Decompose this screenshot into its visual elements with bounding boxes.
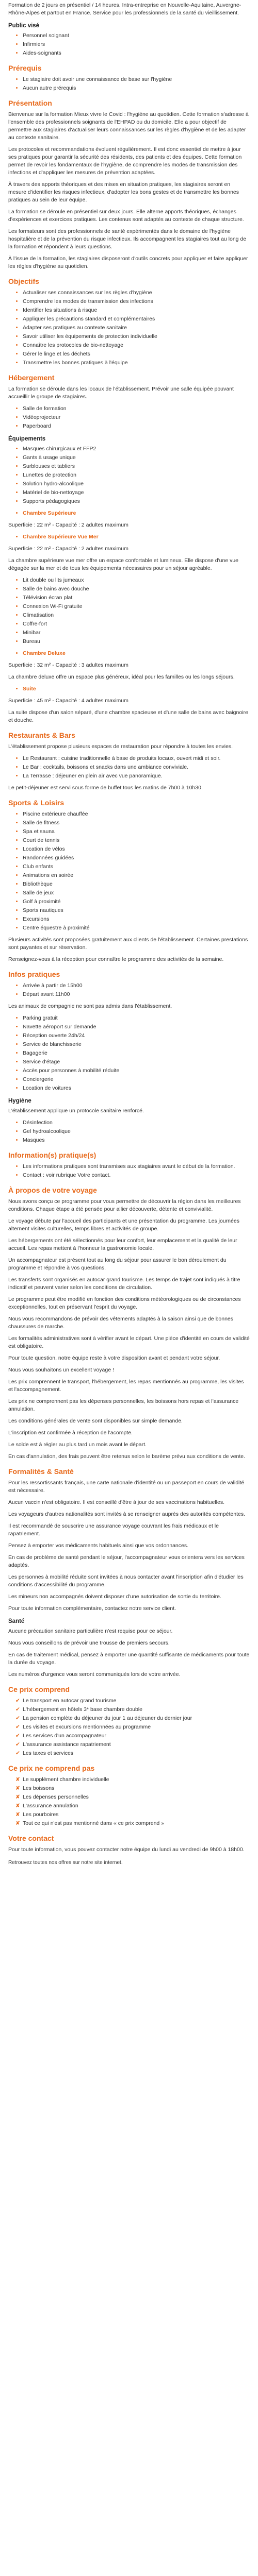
list-item: • Identifier les situations à risque: [23, 307, 250, 314]
presentation-paragraph: À l'issue de la formation, les stagiaires disposeront d'outils concrets pour appliquer et faire appliquer les règles d'hygiène au quotidien.: [8, 256, 248, 269]
list-item: • Supports pédagogiques: [23, 498, 250, 505]
check-icon: ✔: [15, 1724, 20, 1730]
sports-paragraph: Renseignez-vous à la réception pour connaître le programme des activités de la semaine.: [8, 956, 224, 962]
apropos-title: À propos de votre voyage: [8, 1186, 97, 1194]
list-item: • Bureau: [23, 638, 250, 646]
list-item-text: Tout ce qui n'est pas mentionné dans « ce prix comprend »: [23, 1820, 164, 1826]
room-title: • Chambre Supérieure: [23, 510, 250, 517]
list-item: • Salle de jeux: [23, 889, 250, 897]
list-item: • Paperboard: [23, 422, 250, 430]
room-details: Superficie : 22 m² - Capacité : 2 adultes maximum: [8, 522, 128, 528]
formalites-paragraph: Aucun vaccin n'est obligatoire. Il est conseillé d'être à jour de ses vaccinations habituelles.: [8, 1499, 224, 1505]
check-icon: ✔: [15, 1715, 20, 1721]
apropos-paragraph: Les hébergements ont été sélectionnés pour leur confort, leur emplacement et la qualité de leur accueil. Les repas mettent à l'honneur la gastronomie locale.: [8, 1238, 237, 1251]
apropos-paragraph: En cas d'annulation, des frais peuvent être retenus selon le barème prévu aux conditions de vente.: [8, 1453, 246, 1460]
sports-title: Sports & Loisirs: [8, 799, 64, 807]
list-item: • Bibliothèque: [23, 880, 250, 888]
formalites-paragraph: Les mineurs non accompagnés doivent disposer d'une autorisation de sortie du territoire.: [8, 1594, 221, 1600]
list-item: • Gants à usage unique: [23, 454, 250, 462]
list-item: • Appliquer les précautions standard et complémentaires: [23, 315, 250, 323]
pratique-services-list: [8, 1014, 250, 1092]
hebergement-title: Hébergement: [8, 374, 55, 382]
list-item: • Bagagerie: [23, 1049, 250, 1057]
list-item: • Sports nautiques: [23, 907, 250, 914]
restaurants-paragraph: Le petit-déjeuner est servi sous forme de buffet tous les matins de 7h00 à 10h30.: [8, 785, 203, 791]
list-item: • Parking gratuit: [23, 1014, 250, 1022]
list-item: • Adapter ses pratiques au contexte sanitaire: [23, 324, 250, 332]
chambre-list-3: [8, 650, 250, 657]
list-item: • Centre équestre à proximité: [23, 924, 250, 932]
list-item: • Savoir utiliser les équipements de protection individuelle: [23, 333, 250, 341]
apropos-paragraph: Les transferts sont organisés en autocar grand tourisme. Les temps de trajet sont indiqués à titre indicatif et peuvent varier selon les conditions de circulation.: [8, 1277, 240, 1291]
list-item: • Randonnées guidées: [23, 854, 250, 862]
list-item: [15, 1715, 250, 1722]
sante-title: Santé: [8, 1618, 25, 1624]
sante-paragraph: En cas de traitement médical, pensez à emporter une quantité suffisante de médicaments pour toute la durée du voyage.: [8, 1652, 250, 1666]
list-item: • Contact : voir rubrique Votre contact.: [23, 1172, 250, 1179]
pratique-list: [8, 982, 250, 998]
hygiene-list: [8, 1119, 250, 1144]
check-icon: ✔: [15, 1741, 20, 1748]
objectifs-title: Objectifs: [8, 277, 39, 285]
list-item: • Minibar: [23, 629, 250, 637]
apropos-paragraph: Le programme peut être modifié en fonction des conditions météorologiques ou de circonstances exceptionnelles, tout en préservant l'esprit du voyage.: [8, 1296, 241, 1310]
list-item: • Matériel de bio-nettoyage: [23, 489, 250, 497]
room-details: Superficie : 32 m² - Capacité : 3 adultes maximum: [8, 662, 128, 668]
list-item: • Service d'étage: [23, 1058, 250, 1066]
sante-paragraph: Nous vous conseillons de prévoir une trousse de premiers secours.: [8, 1640, 170, 1646]
apropos-paragraph: Les prix comprennent le transport, l'hébergement, les repas mentionnés au programme, les visites et l'accompagnement.: [8, 1379, 244, 1393]
sports-paragraph: Plusieurs activités sont proposées gratuitement aux clients de l'établissement. Certaines prestations sont payantes et sur réservation.: [8, 937, 248, 951]
room-title: • Chambre Deluxe: [23, 650, 250, 657]
list-item: • Personnel soignant: [23, 32, 250, 40]
list-item: [15, 1706, 250, 1714]
apropos-paragraph: Un accompagnateur est présent tout au long du séjour pour assurer le bon déroulement du programme et répondre à vos questions.: [8, 1257, 227, 1271]
list-item: • Désinfection: [23, 1119, 250, 1127]
formalites-paragraph: Pour toute information complémentaire, contactez notre service client.: [8, 1605, 176, 1612]
list-item: • Masques chirurgicaux et FFP2: [23, 445, 250, 453]
list-item: • Salle de fitness: [23, 819, 250, 827]
list-item: • Le stagiaire doit avoir une connaissance de base sur l'hygiène: [23, 76, 250, 83]
list-item: [15, 1741, 250, 1749]
list-item: • Départ avant 11h00: [23, 991, 250, 998]
list-item: • Transmettre les bonnes pratiques à l'équipe: [23, 359, 250, 367]
list-item: [15, 1732, 250, 1740]
apropos-paragraph: Nous vous souhaitons un excellent voyage !: [8, 1367, 114, 1373]
apropos-paragraph: L'inscription est confirmée à réception de l'acompte.: [8, 1430, 133, 1436]
list-item: • Actualiser ses connaissances sur les règles d'hygiène: [23, 289, 250, 297]
list-item: • Navette aéroport sur demande: [23, 1023, 250, 1031]
hebergement-list: [8, 405, 250, 430]
list-item-text: Les boissons: [23, 1785, 55, 1791]
cross-icon: ✘: [15, 1785, 20, 1791]
list-item: • Connexion Wi-Fi gratuite: [23, 603, 250, 611]
list-item: • Accès pour personnes à mobilité réduite: [23, 1067, 250, 1075]
list-item: • Lunettes de protection: [23, 471, 250, 479]
check-icon: ✔: [15, 1750, 20, 1756]
equipements-title: Équipements: [8, 436, 46, 442]
formalites-paragraph: Pour les ressortissants français, une carte nationale d'identité ou un passeport en cours de validité est nécessaire.: [8, 1480, 245, 1494]
contact-paragraph: Pour toute information, vous pouvez contacter notre équipe du lundi au vendredi de 9h00 à 18h00.: [8, 1846, 245, 1853]
list-item: • Gel hydroalcoolique: [23, 1128, 250, 1136]
list-item: [15, 1776, 250, 1784]
pratique-paragraph: Les animaux de compagnie ne sont pas admis dans l'établissement.: [8, 1003, 172, 1009]
list-item-text: La pension complète du déjeuner du jour 1 au déjeuner du dernier jour: [23, 1715, 192, 1721]
list-item: • Excursions: [23, 916, 250, 923]
list-item-text: Les services d'un accompagnateur: [23, 1733, 106, 1739]
list-item: • Le Bar : cocktails, boissons et snacks dans une ambiance conviviale.: [23, 764, 250, 771]
list-item: [15, 1802, 250, 1810]
list-item: • Les informations pratiques sont transmises aux stagiaires avant le début de la formation.: [23, 1163, 250, 1171]
formalites-paragraph: En cas de problème de santé pendant le séjour, l'accompagnateur vous orientera vers les services adaptés.: [8, 1554, 245, 1568]
pratique-title: Infos pratiques: [8, 970, 60, 978]
list-item: • Court de tennis: [23, 837, 250, 844]
list-item: [15, 1820, 250, 1827]
room-details: Superficie : 45 m² - Capacité : 4 adultes maximum: [8, 698, 128, 704]
formalites-paragraph: Les voyageurs d'autres nationalités sont invités à se renseigner auprès des autorités compétentes.: [8, 1511, 246, 1517]
prerequis-list: [8, 76, 250, 92]
cross-icon: ✘: [15, 1776, 20, 1783]
information-list: [8, 1163, 250, 1179]
list-item: • Le Restaurant : cuisine traditionnelle à base de produits locaux, ouvert midi et soir.: [23, 755, 250, 762]
list-item: • Solution hydro-alcoolique: [23, 480, 250, 488]
presentation-title: Présentation: [8, 99, 52, 107]
list-item: • Spa et sauna: [23, 828, 250, 836]
necomprend-title: Ce prix ne comprend pas: [8, 1764, 95, 1772]
prerequis-title: Prérequis: [8, 64, 42, 72]
public-list: [8, 32, 250, 57]
formalites-paragraph: Pensez à emporter vos médicaments habituels ainsi que vos ordonnances.: [8, 1543, 189, 1549]
apropos-paragraph: Les conditions générales de vente sont disponibles sur simple demande.: [8, 1418, 183, 1424]
list-item: [15, 1750, 250, 1757]
check-icon: ✔: [15, 1706, 20, 1713]
list-item: • Télévision écran plat: [23, 594, 250, 602]
list-item: • Climatisation: [23, 612, 250, 619]
information-title: Information(s) pratique(s): [8, 1151, 96, 1159]
sports-list: [8, 810, 250, 932]
cross-icon: ✘: [15, 1794, 20, 1800]
presentation-paragraph: Bienvenue sur la formation Mieux vivre le Covid : l'hygiène au quotidien. Cette formation s'adresse à l'ensemble des professionnels soignants de l'EHPAD ou du domicile. Elle a pour objectif de permettre aux stagiaires d'actualiser leurs connaissances sur les règles d'hygiène et de les adapter au contexte sanitaire.: [8, 111, 249, 141]
contact-title: Votre contact: [8, 1834, 54, 1842]
cross-icon: ✘: [15, 1811, 20, 1818]
list-item: [15, 1811, 250, 1819]
list-item: • Piscine extérieure chauffée: [23, 810, 250, 818]
list-item-text: L'hébergement en hôtels 3* base chambre double: [23, 1706, 142, 1713]
comprend-title: Ce prix comprend: [8, 1685, 70, 1693]
objectifs-list: [8, 289, 250, 367]
equipements-list: [8, 445, 250, 505]
public-title: Public visé: [8, 23, 40, 29]
list-item-text: L'assurance assistance rapatriement: [23, 1741, 111, 1748]
list-item: • Infirmiers: [23, 41, 250, 48]
room-title: • Suite: [23, 685, 250, 693]
list-item: • Golf à proximité: [23, 898, 250, 906]
list-item: • Aucun autre prérequis: [23, 84, 250, 92]
list-item: • Conciergerie: [23, 1076, 250, 1083]
list-item: • Surblouses et tabliers: [23, 463, 250, 470]
formalites-paragraph: Il est recommandé de souscrire une assurance voyage couvrant les frais médicaux et le rapatriement.: [8, 1523, 219, 1537]
list-item-text: Le supplément chambre individuelle: [23, 1776, 109, 1783]
chambre-list-1: [8, 510, 250, 517]
list-item: • Connaître les protocoles de bio-nettoyage: [23, 342, 250, 349]
list-item-text: Les pourboires: [23, 1811, 59, 1818]
list-item: [15, 1697, 250, 1705]
restaurants-list: [8, 755, 250, 780]
list-item: • Gérer le linge et les déchets: [23, 350, 250, 358]
apropos-paragraph: Le solde est à régler au plus tard un mois avant le départ.: [8, 1442, 147, 1448]
apropos-paragraph: Les formalités administratives sont à vérifier avant le départ. Une pièce d'identité en cours de validité est obligatoire.: [8, 1335, 250, 1349]
list-item: • Salle de bains avec douche: [23, 585, 250, 593]
check-icon: ✔: [15, 1698, 20, 1704]
list-item: • Location de voitures: [23, 1084, 250, 1092]
sante-paragraph: Les numéros d'urgence vous seront communiqués lors de votre arrivée.: [8, 1671, 181, 1677]
apropos-paragraph: Les prix ne comprennent pas les dépenses personnelles, les boissons hors repas et l'assurance annulation.: [8, 1398, 239, 1412]
list-item: • Salle de formation: [23, 405, 250, 413]
list-item: • Arrivée à partir de 15h00: [23, 982, 250, 990]
comprend-list: [8, 1697, 250, 1757]
apropos-paragraph: Nous avons conçu ce programme pour vous permettre de découvrir la région dans les meilleures conditions. Chaque étape a été pensée pour allier découverte, détente et convivialité.: [8, 1198, 241, 1212]
list-item: • Aides-soignants: [23, 49, 250, 57]
presentation-paragraph: À travers des apports théoriques et des mises en situation pratiques, les stagiaires seront en mesure d'identifier les risques infectieux, d'adopter les bons gestes et de transmettre les bonnes pratiques au sein de leur équipe.: [8, 181, 239, 203]
list-item: [15, 1785, 250, 1792]
room-details: Superficie : 22 m² - Capacité : 2 adultes maximum: [8, 546, 128, 552]
list-item-text: L'assurance annulation: [23, 1803, 78, 1809]
list-item-text: Les taxes et services: [23, 1750, 74, 1756]
list-item: [15, 1793, 250, 1801]
list-item: • Réception ouverte 24h/24: [23, 1032, 250, 1040]
hygiene-paragraph: L'établissement applique un protocole sanitaire renforcé.: [8, 1108, 144, 1114]
hygiene-title: Hygiène: [8, 1098, 31, 1104]
list-item: • Vidéoprojecteur: [23, 414, 250, 421]
list-item: • Lit double ou lits jumeaux: [23, 577, 250, 584]
room-description: La chambre deluxe offre un espace plus généreux, idéal pour les familles ou les longs séjours.: [8, 674, 235, 680]
chambre-list-2: [8, 533, 250, 541]
list-item-text: Les visites et excursions mentionnées au programme: [23, 1724, 151, 1730]
restaurants-title: Restaurants & Bars: [8, 731, 75, 739]
necomprend-list: [8, 1776, 250, 1827]
list-item: • Comprendre les modes de transmission des infections: [23, 298, 250, 306]
presentation-paragraph: Les formateurs sont des professionnels de santé expérimentés dans le domaine de l'hygiène hospitalière et de la prévention du risque infectieux. Ils accompagnent les stagiaires tout au long de la formation et répondent à leurs questions.: [8, 228, 247, 250]
list-item: • La Terrasse : déjeuner en plein air avec vue panoramique.: [23, 772, 250, 780]
list-item: • Masques: [23, 1137, 250, 1144]
cross-icon: ✘: [15, 1803, 20, 1809]
hebergement-paragraph: La formation se déroule dans les locaux de l'établissement. Prévoir une salle équipée pouvant accueillir le groupe de stagiaires.: [8, 386, 234, 400]
formalites-paragraph: Les personnes à mobilité réduite sont invitées à nous contacter avant l'inscription afin d'étudier les conditions d'accessibilité du programme.: [8, 1574, 244, 1588]
apropos-paragraph: Nous vous recommandons de prévoir des vêtements adaptés à la saison ainsi que de bonnes chaussures de marche.: [8, 1316, 234, 1330]
room-description: La suite dispose d'un salon séparé, d'une chambre spacieuse et d'une salle de bains avec baignoire et douche.: [8, 709, 248, 723]
presentation-paragraph: Les protocoles et recommandations évoluent régulièrement. Il est donc essentiel de mettre à jour ses pratiques pour garantir la sécurité des résidents, des patients et des équipes. Cette formation permet de revoir les fondamentaux de l'hygiène, de comprendre les modes de transmission des infections et d'appliquer les mesures de prévention adaptées.: [8, 146, 242, 176]
apropos-paragraph: Pour toute question, notre équipe reste à votre disposition avant et pendant votre séjour.: [8, 1355, 220, 1361]
presentation-paragraph: La formation se déroule en présentiel sur deux jours. Elle alterne apports théoriques, échanges d'expériences et exercices pratiques. Les contenus sont adaptés au contexte de chaque structure.: [8, 209, 244, 223]
room-title: • Chambre Supérieure Vue Mer: [23, 533, 250, 541]
check-icon: ✔: [15, 1733, 20, 1739]
list-item-text: Les dépenses personnelles: [23, 1794, 89, 1800]
list-item: [15, 1723, 250, 1731]
chambre-list-4: [8, 685, 250, 693]
list-item: • Club enfants: [23, 863, 250, 871]
room-amenities: [8, 577, 250, 646]
list-item: • Coffre-fort: [23, 620, 250, 628]
list-item: • Service de blanchisserie: [23, 1041, 250, 1048]
cross-icon: ✘: [15, 1820, 20, 1826]
restaurants-paragraph: L'établissement propose plusieurs espaces de restauration pour répondre à toutes les envies.: [8, 743, 233, 750]
sante-paragraph: Aucune précaution sanitaire particulière n'est requise pour ce séjour.: [8, 1628, 173, 1634]
room-description: La chambre supérieure vue mer offre un espace confortable et lumineux. Elle dispose d'une vue dégagée sur la mer et de tous les équipements nécessaires pour un séjour agréable.: [8, 557, 238, 571]
list-item: • Animations en soirée: [23, 872, 250, 879]
intro-text: Formation de 2 jours en présentiel / 14 heures. Intra-entreprise en Nouvelle-Aquitaine, Auvergne-Rhône-Alpes et partout en France. Service pour les professionnels de la santé du vieillissement.: [8, 2, 241, 16]
list-item-text: Le transport en autocar grand tourisme: [23, 1698, 117, 1704]
list-item: • Location de vélos: [23, 845, 250, 853]
formalites-title: Formalités & Santé: [8, 1467, 74, 1476]
apropos-paragraph: Le voyage débute par l'accueil des participants et une présentation du programme. Les journées alternent visites culturelles, temps libres et activités de groupe.: [8, 1218, 239, 1232]
contact-footer: Retrouvez toutes nos offres sur notre site internet.: [8, 1860, 123, 1866]
